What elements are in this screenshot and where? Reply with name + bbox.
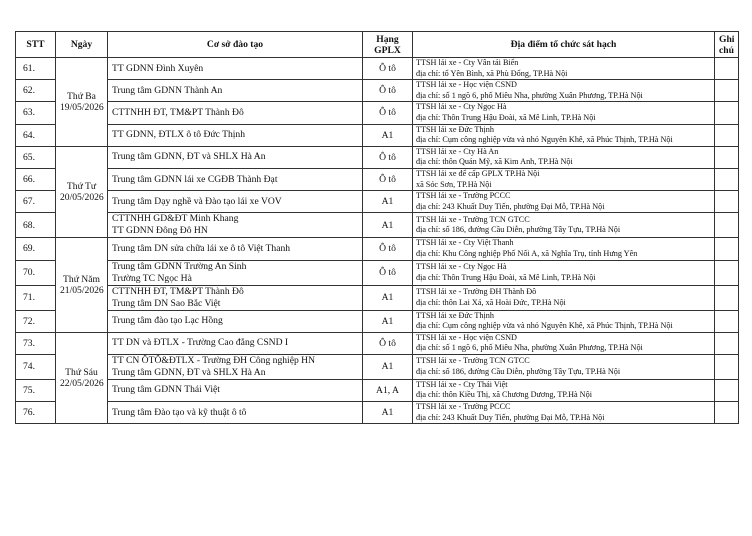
exam-location [413, 168, 715, 190]
row-number: 67. [16, 191, 56, 213]
note-cell [715, 213, 739, 238]
row-number: 70. [16, 260, 56, 285]
exam-location-name: TTSH lái xe - Cty Hà An [416, 146, 499, 156]
training-center-name: TT DN và ĐTLX - Trường Cao đẳng CSND I [112, 337, 289, 349]
table-row [16, 80, 739, 102]
exam-location-name: TTSH lái xe - Cty Thái Việt [416, 379, 508, 389]
exam-location-address: địa chỉ: 243 Khuất Duy Tiến, phường Đại Mỗ, TP.Hà Nội [416, 201, 605, 211]
exam-schedule-table [15, 31, 739, 424]
note-cell [715, 285, 739, 310]
exam-day [56, 58, 108, 147]
exam-location-name: TTSH lái xe - Trường TCN GTCC [416, 214, 530, 224]
row-number: 75. [16, 379, 56, 401]
exam-location-name: TTSH lái xe - Trường PCCC [416, 191, 511, 201]
exam-location [413, 124, 715, 146]
exam-location-address: địa chỉ: thôn Lai Xá, xã Hoài Đức, TP.Hà Nội [416, 297, 566, 307]
exam-location [413, 58, 715, 80]
training-center [108, 402, 363, 424]
row-number: 66. [16, 168, 56, 190]
training-center [108, 238, 363, 260]
exam-location [413, 285, 715, 310]
training-center [108, 80, 363, 102]
table-row [16, 146, 739, 168]
exam-location-name: TTSH lái xe để cấp GPLX TP.Hà Nội [416, 168, 540, 178]
license-grade: A1 [363, 213, 413, 238]
row-number: 69. [16, 238, 56, 260]
license-grade: Ô tô [363, 58, 413, 80]
header-note-line2: chú [719, 44, 734, 56]
license-grade: Ô tô [363, 168, 413, 190]
license-grade: A1 [363, 124, 413, 146]
exam-location-address: xã Sóc Sơn, TP.Hà Nội [416, 179, 492, 189]
note-cell [715, 354, 739, 379]
exam-day [56, 146, 108, 238]
training-center-name: CTTNHH ĐT, TM&PT Thành Đô [112, 106, 244, 118]
license-grade: A1 [363, 285, 413, 310]
training-center [108, 146, 363, 168]
exam-location [413, 238, 715, 260]
license-grade: Ô tô [363, 102, 413, 124]
table-row [16, 402, 739, 424]
training-center-name: Trung tâm đào tạo Lạc Hồng [112, 315, 223, 327]
note-cell [715, 102, 739, 124]
exam-location-name: TTSH lái xe - Học viện CSND [416, 332, 517, 342]
row-number: 68. [16, 213, 56, 238]
row-number: 73. [16, 332, 56, 354]
training-center-name: Trung tâm GDNN Trường An Sinh [112, 260, 247, 272]
row-number: 62. [16, 80, 56, 102]
note-cell [715, 80, 739, 102]
training-center [108, 213, 363, 238]
exam-location-name: TTSH lái xe - Cty Việt Thanh [416, 238, 514, 248]
row-number: 65. [16, 146, 56, 168]
note-cell [715, 402, 739, 424]
license-grade: A1, A [363, 379, 413, 401]
training-center-name: Trường TC Ngọc Hà [112, 272, 192, 284]
training-center [108, 58, 363, 80]
training-center-name: Trung tâm GDNN Thái Việt [112, 384, 220, 396]
license-grade: Ô tô [363, 238, 413, 260]
exam-weekday: Thứ Ba [67, 90, 96, 102]
header-grade [363, 32, 413, 58]
exam-location-address: địa chỉ: thôn Kiều Thị, xã Chương Dương, TP.Hà Nội [416, 390, 592, 400]
table-header-row [16, 32, 739, 58]
note-cell [715, 124, 739, 146]
exam-date: 21/05/2026 [60, 285, 104, 296]
note-cell [715, 191, 739, 213]
license-grade: A1 [363, 354, 413, 379]
exam-location-name: TTSH lái xe - Cty Vân tải Biển [416, 58, 519, 67]
header-grade-line1: Hạng [376, 33, 399, 45]
training-center [108, 332, 363, 354]
exam-location [413, 80, 715, 102]
table-row [16, 310, 739, 332]
exam-location [413, 354, 715, 379]
exam-location-name: TTSH lái xe Đức Thịnh [416, 310, 494, 320]
row-number: 74. [16, 354, 56, 379]
training-center-name: CTTNHH ĐT, TM&PT Thành Đô [112, 285, 244, 297]
training-center [108, 260, 363, 285]
exam-location-address: địa chỉ: Cụm công nghiệp vừa và nhỏ Nguyên Khê, xã Phúc Thịnh, TP.Hà Nội [416, 321, 673, 331]
exam-date: 19/05/2026 [60, 101, 104, 113]
training-center [108, 102, 363, 124]
note-cell [715, 332, 739, 354]
row-number: 64. [16, 124, 56, 146]
exam-location [413, 191, 715, 213]
training-center-name: Trung tâm GDNN, ĐT và SHLX Hà An [112, 366, 266, 378]
exam-location-name: TTSH lái xe - Cty Ngọc Hà [416, 261, 507, 271]
row-number: 72. [16, 310, 56, 332]
training-center-name: CTTNHH GD&ĐT Minh Khang [112, 213, 239, 225]
training-center [108, 124, 363, 146]
training-center-name: Trung tâm DN sửa chữa lái xe ô tô Việt Thanh [112, 242, 291, 254]
exam-date: 20/05/2026 [60, 192, 104, 204]
table-row [16, 168, 739, 190]
license-grade: A1 [363, 191, 413, 213]
table-row [16, 379, 739, 401]
exam-day [56, 238, 108, 332]
note-cell [715, 379, 739, 401]
table-row [16, 102, 739, 124]
table-row [16, 191, 739, 213]
exam-location-address: địa chỉ: số 1 ngõ 6, phố Miêu Nha, phường Xuân Phương, TP.Hà Nội [416, 90, 643, 100]
header-grade-line2: GPLX [374, 44, 401, 56]
training-center-name: Trung tâm GDNN, ĐT và SHLX Hà An [112, 151, 266, 163]
note-cell [715, 58, 739, 80]
exam-location [413, 146, 715, 168]
exam-location-name: TTSH lái xe Đức Thịnh [416, 124, 494, 134]
row-number: 63. [16, 102, 56, 124]
training-center-name: TT CN ÔTÔ&ĐTLX - Trường ĐH Công nghiệp HN [112, 354, 316, 366]
exam-day [56, 332, 108, 424]
row-number: 61. [16, 58, 56, 80]
header-note-line1: Ghi [719, 33, 735, 45]
training-center [108, 285, 363, 310]
exam-location-address: địa chỉ: số 1 ngõ 6, phố Miêu Nha, phường Xuân Phương, TP.Hà Nội [416, 343, 643, 353]
table-row [16, 332, 739, 354]
table-row [16, 124, 739, 146]
note-cell [715, 238, 739, 260]
training-center-name: Trung tâm GDNN lái xe CGĐB Thành Đạt [112, 173, 278, 185]
table-row [16, 285, 739, 310]
exam-location [413, 332, 715, 354]
training-center [108, 310, 363, 332]
exam-weekday: Thứ Năm [63, 274, 100, 285]
header-stt: STT [16, 32, 56, 58]
license-grade: Ô tô [363, 146, 413, 168]
training-center [108, 354, 363, 379]
row-number: 76. [16, 402, 56, 424]
note-cell [715, 260, 739, 285]
exam-location-address: địa chỉ: Thôn Trung Hậu Đoài, xã Mê Linh, TP.Hà Nội [416, 272, 596, 282]
training-center-name: TT GDNN, ĐTLX ô tô Đức Thịnh [112, 129, 246, 141]
exam-weekday: Thứ Sáu [65, 366, 98, 378]
license-grade: Ô tô [363, 332, 413, 354]
exam-location-name: TTSH lái xe - Học viện CSND [416, 80, 517, 90]
table-body [16, 58, 739, 424]
header-location: Địa điểm tổ chức sát hạch [413, 32, 715, 58]
note-cell [715, 146, 739, 168]
training-center-name: TT GDNN Đình Xuyên [112, 62, 204, 74]
license-grade: A1 [363, 310, 413, 332]
exam-location [413, 260, 715, 285]
exam-location-name: TTSH lái xe - Trường TCN GTCC [416, 356, 530, 366]
training-center-name: TT GDNN Đông Đô HN [112, 225, 208, 237]
exam-location [413, 402, 715, 424]
header-center: Cơ sở đào tạo [108, 32, 363, 58]
training-center-name: Trung tâm DN Sao Bắc Việt [112, 297, 221, 309]
exam-location-name: TTSH lái xe - Trường ĐH Thành Đô [416, 286, 537, 296]
exam-location-address: địa chỉ: số 186, đường Cầu Diễn, phường Tây Tựu, TP.Hà Nội [416, 366, 621, 376]
exam-location [413, 310, 715, 332]
training-center-name: Trung tâm GDNN Thành An [112, 84, 223, 96]
training-center [108, 191, 363, 213]
exam-location [413, 213, 715, 238]
table-row [16, 213, 739, 238]
license-grade: Ô tô [363, 260, 413, 285]
exam-location-name: TTSH lái xe - Trường PCCC [416, 402, 511, 412]
exam-location-address: địa chỉ: số 186, đường Cầu Diễn, phường Tây Tựu, TP.Hà Nội [416, 225, 621, 235]
table-row [16, 238, 739, 260]
note-cell [715, 168, 739, 190]
table-row [16, 58, 739, 80]
table-row [16, 260, 739, 285]
exam-location [413, 379, 715, 401]
training-center [108, 168, 363, 190]
note-cell [715, 310, 739, 332]
exam-location [413, 102, 715, 124]
header-day: Ngày [56, 32, 108, 58]
exam-weekday: Thứ Tư [66, 181, 97, 193]
training-center-name: Trung tâm Dạy nghề và Đào tạo lái xe VOV [112, 195, 282, 207]
table-row [16, 354, 739, 379]
exam-location-address: địa chỉ: 243 Khuất Duy Tiến, phường Đại Mỗ, TP.Hà Nội [416, 412, 605, 422]
training-center-name: Trung tâm Đào tạo và kỹ thuật ô tô [112, 406, 247, 418]
training-center [108, 379, 363, 401]
exam-location-address: địa chỉ: tổ Yên Bình, xã Phù Đổng, TP.Hà Nội [416, 68, 568, 78]
header-note [715, 32, 739, 58]
exam-date: 22/05/2026 [60, 377, 104, 389]
exam-location-address: địa chỉ: Thôn Trung Hậu Đoài, xã Mê Linh, TP.Hà Nội [416, 112, 596, 122]
exam-location-address: địa chỉ: Cụm công nghiệp vừa và nhỏ Nguyên Khê, xã Phúc Thịnh, TP.Hà Nội [416, 135, 673, 145]
exam-location-address: địa chỉ: Khu Công nghiệp Phố Nối A, xã Nghĩa Trụ, tỉnh Hưng Yên [416, 248, 638, 258]
exam-location-name: TTSH lái xe - Cty Ngọc Hà [416, 102, 507, 112]
row-number: 71. [16, 285, 56, 310]
exam-location-address: địa chỉ: thôn Quản Mỹ, xã Kim Anh, TP.Hà Nội [416, 157, 573, 167]
license-grade: A1 [363, 402, 413, 424]
license-grade: Ô tô [363, 80, 413, 102]
